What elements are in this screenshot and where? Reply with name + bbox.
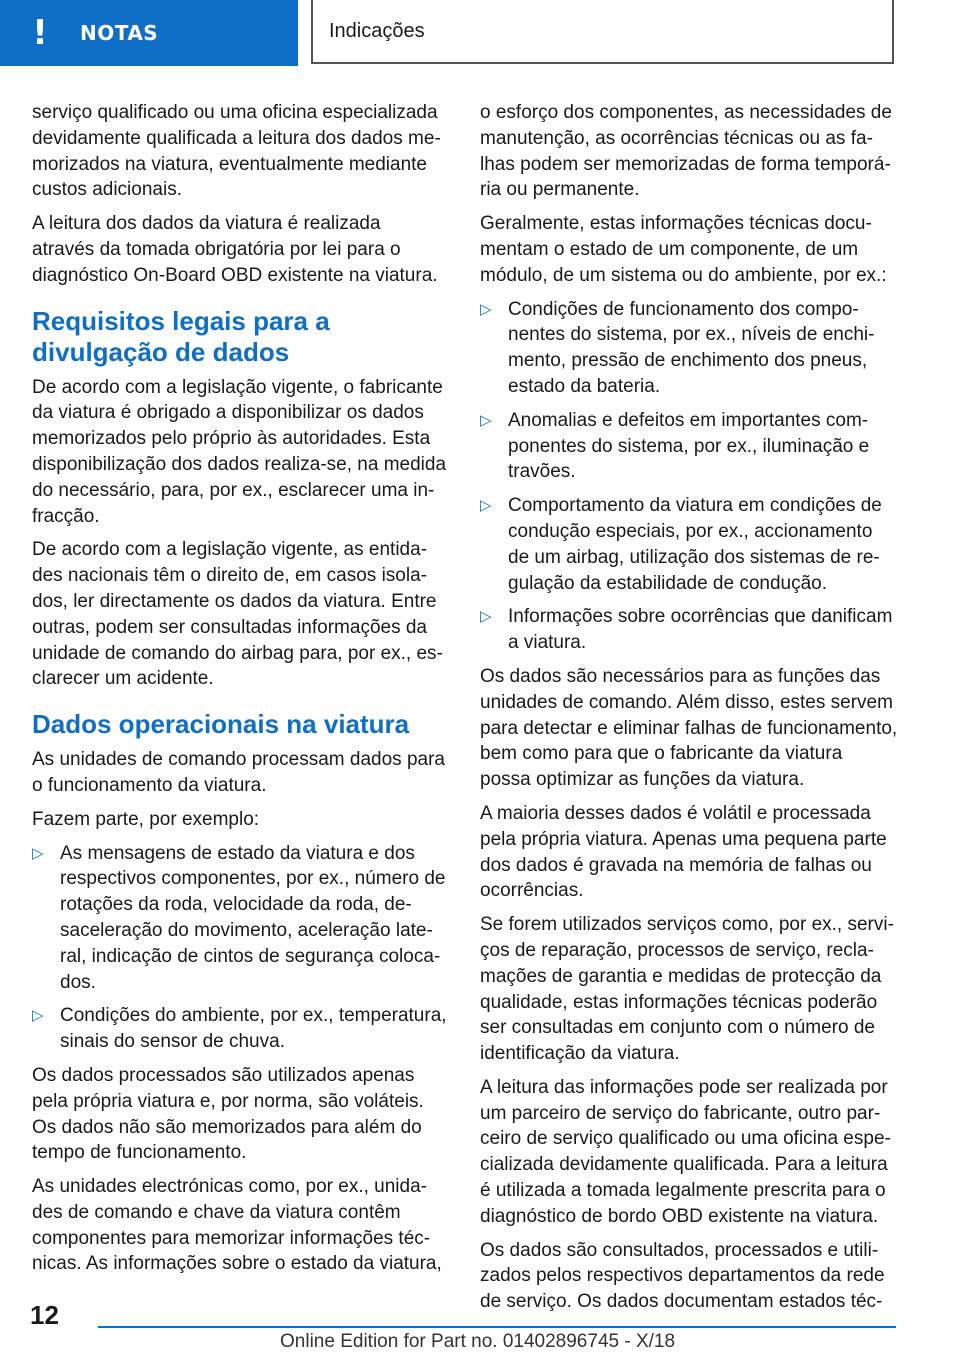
right-column bbox=[480, 100, 898, 1323]
list-item bbox=[32, 1003, 448, 1055]
list-item bbox=[480, 408, 898, 485]
paragraph: Os dados são necessários para as funções das unidades de comando. Além disso, estes servem para detectar e eliminar falhas de funcionamento, bem como para que o fabricante da viatura possa optimizar as funções da viatura. bbox=[480, 665, 898, 791]
triangle-bullet-icon: ▷ bbox=[480, 496, 492, 515]
list-item bbox=[480, 604, 898, 656]
paragraph: A leitura das informações pode ser realizada por um parceiro de serviço do fabricante, outro parceiro de serviço qualificado ou uma oficina especializada devidamente qualificada. Para a leitura é utilizada a tomada legalmente prescrita para o diagnóstico de bordo OBD existente na viatura. bbox=[480, 1076, 891, 1227]
paragraph: Os dados são consultados, processados e utilizados pelos respectivos departamentos da rede de serviço. Os dados documentam estados téc- bbox=[480, 1239, 885, 1313]
list-item-text: As mensagens de estado da viatura e dos respectivos componentes, por ex., número de rotações da roda, velocidade da roda, desaceleração do movimento, aceleração lateral, indicação de cintos de segurança colocados. bbox=[60, 842, 446, 993]
page-number: 12 bbox=[30, 1300, 59, 1330]
section-tab bbox=[0, 0, 298, 66]
footer-divider bbox=[98, 1326, 896, 1328]
paragraph: Os dados processados são utilizados apenas pela própria viatura e, por norma, são voláteis. Os dados não são memorizados para além do tempo de funcionamento. bbox=[32, 1064, 424, 1164]
paragraph: serviço qualificado ou uma oficina especializada devidamente qualificada a leitura dos dados memorizados na viatura, eventualmente mediante custos adicionais. bbox=[32, 102, 441, 201]
section-label: NOTAS bbox=[80, 21, 159, 45]
paragraph: Fazem parte, por exemplo: bbox=[32, 808, 260, 830]
paragraph: As unidades de comando processam dados para o funcionamento da viatura. bbox=[32, 749, 445, 796]
list-item bbox=[480, 493, 898, 596]
list-item-text: Condições de funcionamento dos componentes do sistema, por ex., níveis de enchimento, pressão de enchimento dos pneus, estado da bateria. bbox=[508, 298, 875, 397]
exclamation-icon: ! bbox=[32, 13, 48, 53]
triangle-bullet-icon: ▷ bbox=[480, 607, 492, 626]
page-title: Indicações bbox=[329, 19, 425, 42]
left-column bbox=[32, 100, 448, 1285]
triangle-bullet-icon: ▷ bbox=[480, 410, 492, 429]
triangle-bullet-icon: ▷ bbox=[32, 843, 44, 862]
paragraph: Geralmente, estas informações técnicas documentam o estado de um componente, de um módulo, de um sistema ou do ambiente, por ex.: bbox=[480, 213, 887, 286]
list-item-text: Informações sobre ocorrências que danificam a viatura. bbox=[508, 606, 893, 654]
footer-edition: Online Edition for Part no. 01402896745 - X/18 bbox=[280, 1331, 676, 1352]
paragraph: Se forem utilizados serviços como, por ex., serviços de reparação, processos de serviço, reclamações de garantia e medidas de protecção da qualidade, estas informações técnicas poderão ser consultadas em conjunto com o número de identificação da viatura. bbox=[480, 914, 894, 1065]
paragraph: A maioria desses dados é volátil e processada pela própria viatura. Apenas uma pequena parte dos dados é gravada na memória de falhas ou ocorrências. bbox=[480, 802, 887, 902]
list-item-text: Comportamento da viatura em condições de condução especiais, por ex., accionamento de um airbag, utilização dos sistemas de regulação da estabilidade de condução. bbox=[508, 495, 882, 594]
list-item-text: Condições do ambiente, por ex., temperatura, sinais do sensor de chuva. bbox=[60, 1005, 447, 1053]
list-item bbox=[32, 841, 448, 996]
section-heading: Requisitos legais para a divulgação de dados bbox=[32, 305, 330, 367]
list-item bbox=[480, 297, 898, 400]
paragraph: A leitura dos dados da viatura é realizada através da tomada obrigatória por lei para o diagnóstico On-Board OBD existente na viatura. bbox=[32, 213, 438, 286]
triangle-bullet-icon: ▷ bbox=[480, 299, 492, 318]
list-item-text: Anomalias e defeitos em importantes componentes do sistema, por ex., iluminação e travões. bbox=[508, 409, 870, 483]
section-heading: Dados operacionais na viatura bbox=[32, 709, 410, 740]
page-header bbox=[311, 0, 894, 64]
triangle-bullet-icon: ▷ bbox=[32, 1006, 44, 1025]
paragraph: o esforço dos componentes, as necessidades de manutenção, as ocorrências técnicas ou as falhas podem ser memorizadas de forma temporária ou permanente. bbox=[480, 102, 892, 201]
paragraph: As unidades electrónicas como, por ex., unidades de comando e chave da viatura contêm componentes para memorizar informações técnicas. As informações sobre o estado da viatura, bbox=[32, 1176, 442, 1275]
paragraph: De acordo com a legislação vigente, o fabricante da viatura é obrigado a disponibilizar os dados memorizados pelo próprio às autoridades. Esta disponibilização dos dados realiza-se, na medida do necessário, para, por ex., esclarecer uma infracção. bbox=[32, 376, 447, 527]
paragraph: De acordo com a legislação vigente, as entidades nacionais têm o direito de, em casos isolados, ler directamente os dados da viatura. Entre outras, podem ser consultadas informações da unidade de comando do airbag para, por ex., esclarecer um acidente. bbox=[32, 539, 443, 690]
